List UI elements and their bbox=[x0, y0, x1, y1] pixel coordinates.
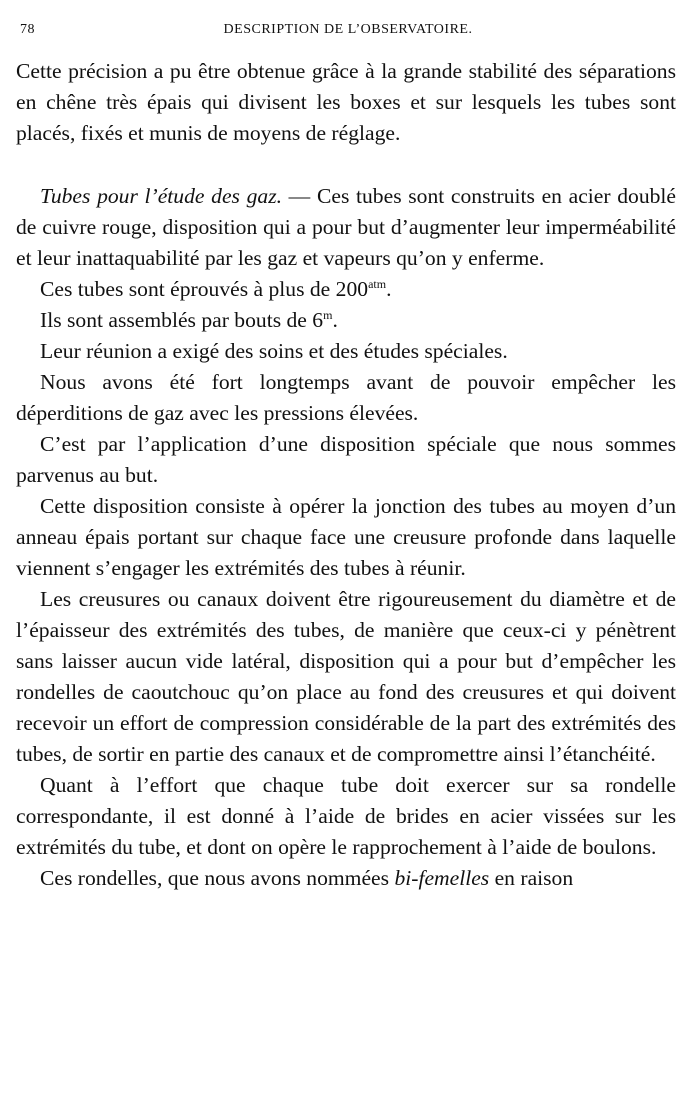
paragraph: Leur réunion a exigé des soins et des études spéciales. bbox=[40, 339, 508, 363]
body-text bbox=[16, 56, 676, 894]
paragraph bbox=[16, 305, 676, 336]
paragraph-text: en raison bbox=[489, 866, 574, 890]
section-heading: Tubes pour l’étude des gaz. bbox=[40, 184, 283, 208]
paragraph: C’est par l’application d’une disposition spéciale que nous sommes parvenus au but. bbox=[16, 432, 676, 487]
unit-superscript: atm bbox=[368, 277, 387, 291]
paragraph-end: . bbox=[332, 308, 338, 332]
paragraph: Quant à l’effort que chaque tube doit exercer sur sa rondelle correspondante, il est donné à l’aide de brides en acier vissées sur les extrémités du tube, et dont on opère le rapprochement à l’aide de boulons. bbox=[16, 773, 676, 859]
section-gap bbox=[16, 149, 676, 181]
paragraph-text: Ces rondelles, que nous avons nommées bbox=[40, 866, 395, 890]
section-paragraph bbox=[16, 181, 676, 274]
heading-dash: — bbox=[282, 184, 317, 208]
running-title: DESCRIPTION DE L’OBSERVATOIRE. bbox=[223, 22, 473, 37]
paragraph bbox=[16, 274, 676, 305]
paragraph bbox=[16, 863, 676, 894]
unit-superscript: m bbox=[323, 308, 333, 322]
page-number: 78 bbox=[20, 22, 35, 37]
paragraph: Nous avons été fort longtemps avant de pouvoir empêcher les déperditions de gaz avec les pressions élevées. bbox=[16, 370, 676, 425]
paragraph: Les creusures ou canaux doivent être rigoureusement du diamètre et de l’épaisseur des extrémités des tubes, de manière que ceux-ci y pénètrent sans laisser aucun vide latéral, disposition qui a pour but d’empêcher les rondelles de caoutchouc qu’on place au fond des creusures et qui doivent recevoir un effort de compression considérable de la part des extrémités des tubes, de sortir en partie des canaux et de compromettre ainsi l’étanchéité. bbox=[16, 587, 676, 766]
italic-term: bi-femelles bbox=[394, 866, 490, 890]
paragraph-text: Ces tubes sont construits en acier doublé de cuivre rouge, disposition qui a pour but d’augmenter leur imperméabilité et leur inattaquabilité par les gaz et vapeurs qu’on y enferme. bbox=[16, 184, 677, 270]
paragraph-text: Ces tubes sont éprouvés à plus de 200 bbox=[40, 277, 369, 301]
page-header bbox=[20, 22, 676, 42]
paragraph-end: . bbox=[386, 277, 392, 301]
paragraph-text: Ils sont assemblés par bouts de 6 bbox=[40, 308, 324, 332]
paragraph: Cette disposition consiste à opérer la jonction des tubes au moyen d’un anneau épais portant sur chaque face une creusure profonde dans laquelle viennent s’engager les extrémités des tubes à réunir. bbox=[16, 494, 676, 580]
paragraph: Cette précision a pu être obtenue grâce à la grande stabilité des séparations en chêne très épais qui divisent les boxes et sur lesquels les tubes sont placés, fixés et munis de moyens de réglage. bbox=[16, 59, 676, 145]
